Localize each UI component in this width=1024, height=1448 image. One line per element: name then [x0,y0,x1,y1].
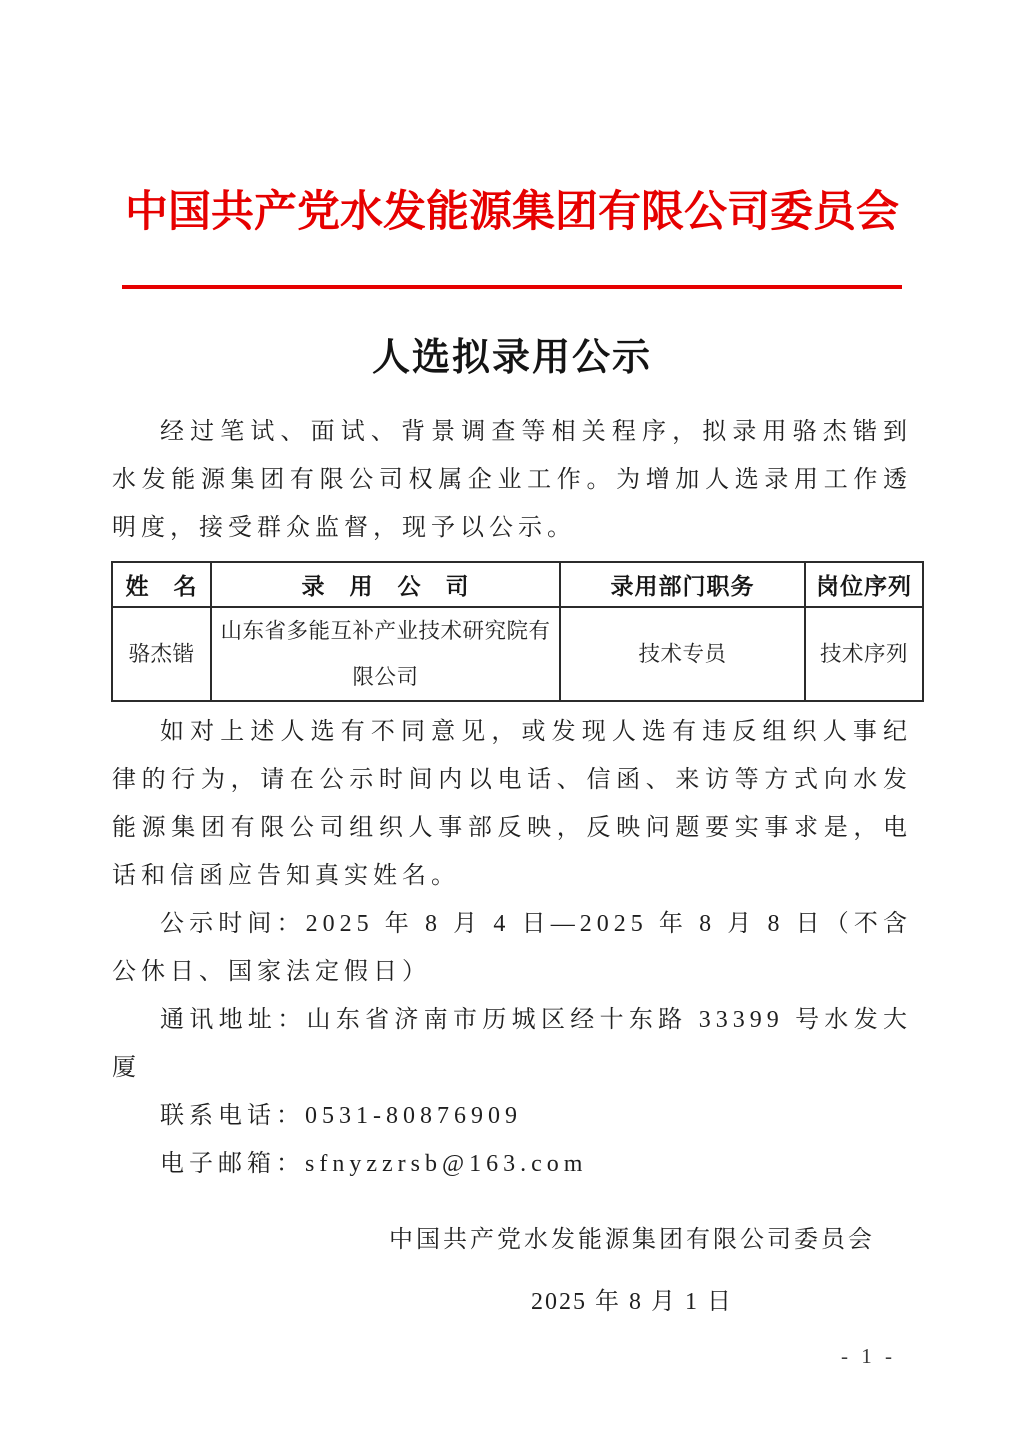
paragraph-intro: 经过笔试、面试、背景调查等相关程序，拟录用骆杰锴到水发能源集团有限公司权属企业工作。为增加人选录用工作透明度，接受群众监督，现予以公示。 [112,419,912,541]
column-header-post-series: 岗位序列 [805,562,923,607]
column-header-company: 录 用 公 司 [211,562,560,607]
cell-department-position: 技术专员 [560,607,805,701]
announcement-title: 人选拟录用公示 [371,337,652,379]
letterhead-divider [122,285,902,289]
paragraph-publicity-period: 公示时间：2025 年 8 月 4 日—2025 年 8 月 8 日（不含公休日、国家法定假日） [112,911,912,985]
paragraph-objection: 如对上述人选有不同意见，或发现人选有违反组织人事纪律的行为，请在公示时间内以电话、信函、来访等方式向水发能源集团有限公司组织人事部反映，反映问题要实事求是，电话和信函应告知真实姓名。 [112,719,912,889]
cell-post-series: 技术序列 [805,607,923,701]
signature-date: 2025 年 8 月 1 日 [531,1289,733,1315]
paragraph-mailing-address: 通讯地址：山东省济南市历城区经十东路 33399 号水发大厦 [112,1007,912,1081]
cell-hiring-company: 山东省多能互补产业技术研究院有限公司 [211,607,560,701]
paragraph-contact-email: 电子邮箱：sfnyzzrsb@163.com [160,1151,588,1177]
table-header-row [112,562,923,607]
document-body [112,408,912,1326]
signature-block [352,1216,912,1326]
column-header-department-position: 录用部门职务 [560,562,805,607]
candidate-table [111,561,924,702]
column-header-name: 姓 名 [112,562,211,607]
paragraph-contact-phone: 联系电话：0531-80876909 [160,1103,522,1129]
letterhead-org-title: 中国共产党水发能源集团有限公司委员会 [125,189,899,236]
page-number: - 1 - [841,1344,896,1368]
signature-org-name: 中国共产党水发能源集团有限公司委员会 [389,1227,875,1253]
cell-candidate-name: 骆杰锴 [112,607,211,701]
table-row [112,607,923,701]
